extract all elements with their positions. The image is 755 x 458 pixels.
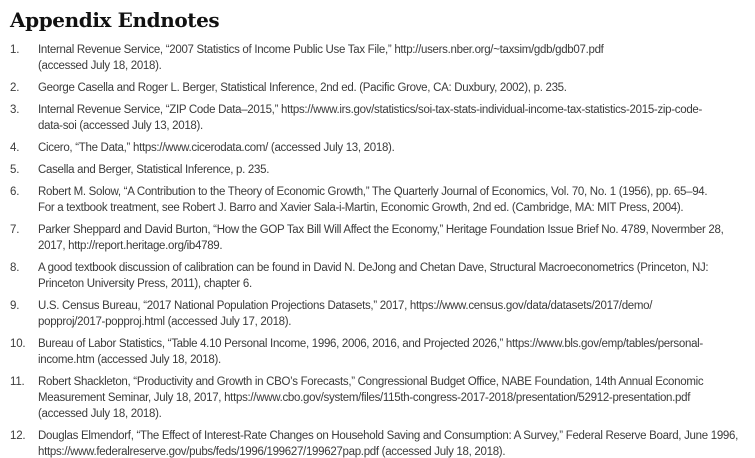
endnote-line: U.S. Census Bureau, “2017 National Population Projections Datasets,” 2017, https://www.census.gov/data/datasets/2017/demo/ bbox=[38, 300, 653, 312]
endnote-line: George Casella and Roger L. Berger, Statistical Inference, 2nd ed. (Pacific Grove, CA: Duxbury, 2002), p. 235. bbox=[38, 82, 567, 94]
endnote-line: Parker Sheppard and David Burton, “How the GOP Tax Bill Will Affect the Economy,” Heritage Foundation Issue Brief No. 4789, Novermber 28, bbox=[38, 224, 724, 236]
endnote-number: 8. bbox=[10, 262, 20, 274]
endnote-item bbox=[10, 184, 747, 216]
endnote-number: 4. bbox=[10, 142, 20, 154]
endnote-number: 3. bbox=[10, 104, 20, 116]
endnote-text bbox=[38, 374, 747, 422]
endnote-line: A good textbook discussion of calibration can be found in David N. DeJong and Chetan Dave, Structural Macroeconometrics (Princeton, NJ: bbox=[38, 262, 709, 274]
endnote-text bbox=[38, 80, 747, 96]
endnote-text bbox=[38, 336, 747, 368]
endnotes-list bbox=[10, 42, 747, 458]
endnote-line: popproj/2017-popproj.html (accessed July 17, 2018). bbox=[38, 316, 292, 328]
endnote-item bbox=[10, 374, 747, 422]
endnote-line: For a textbook treatment, see Robert J. Barro and Xavier Sala-i-Martin, Economic Growth, 2nd ed. (Cambridge, MA: MIT Press, 2004). bbox=[38, 202, 684, 214]
endnote-text bbox=[38, 260, 747, 292]
endnote-number: 2. bbox=[10, 82, 20, 94]
endnote-line: data-soi (accessed July 13, 2018). bbox=[38, 120, 203, 132]
endnote-text bbox=[38, 140, 747, 156]
endnote-line: Douglas Elmendorf, “The Effect of Interest-Rate Changes on Household Saving and Consumption: A Survey,” Federal Reserve Board, June 1996, bbox=[38, 430, 739, 442]
endnote-number: 9. bbox=[10, 300, 20, 312]
endnote-text bbox=[38, 42, 747, 74]
endnote-item bbox=[10, 140, 747, 156]
endnote-text bbox=[38, 102, 747, 134]
endnote-item bbox=[10, 260, 747, 292]
endnote-item bbox=[10, 102, 747, 134]
endnote-line: Measurement Seminar, July 18, 2017, https://www.cbo.gov/system/files/115th-congress-2017-2018/presentation/52912-presentation.pdf bbox=[38, 392, 691, 404]
endnote-item bbox=[10, 336, 747, 368]
endnote-item bbox=[10, 80, 747, 96]
endnote-number: 7. bbox=[10, 224, 20, 236]
endnote-line: Internal Revenue Service, “ZIP Code Data–2015,” https://www.irs.gov/statistics/soi-tax-stats-individual-income-tax-statistics-2015-zip-code- bbox=[38, 104, 703, 116]
endnote-number: 5. bbox=[10, 164, 20, 176]
endnote-line: income.htm (accessed July 18, 2018). bbox=[38, 354, 221, 366]
endnote-item bbox=[10, 162, 747, 178]
endnote-text bbox=[38, 162, 747, 178]
endnote-number: 11. bbox=[10, 376, 25, 388]
endnote-text bbox=[38, 298, 747, 330]
endnote-item bbox=[10, 42, 747, 74]
page-title: Appendix Endnotes bbox=[10, 8, 220, 32]
endnote-line: (accessed July 18, 2018). bbox=[38, 60, 162, 72]
endnote-item bbox=[10, 298, 747, 330]
endnote-text bbox=[38, 428, 747, 458]
endnote-text bbox=[38, 184, 747, 216]
endnote-line: Cicero, “The Data,” https://www.cicerodata.com/ (accessed July 13, 2018). bbox=[38, 142, 395, 154]
endnote-item bbox=[10, 428, 747, 458]
endnote-item bbox=[10, 222, 747, 254]
endnote-number: 1. bbox=[10, 44, 20, 56]
endnote-line: 2017, http://report.heritage.org/ib4789. bbox=[38, 240, 223, 252]
endnote-line: Robert M. Solow, “A Contribution to the Theory of Economic Growth,” The Quarterly Journal of Economics, Vol. 70, No. 1 (1956), pp. 65–94. bbox=[38, 186, 708, 198]
endnote-number: 6. bbox=[10, 186, 20, 198]
endnote-number: 10. bbox=[10, 338, 26, 350]
endnote-line: Casella and Berger, Statistical Inference, p. 235. bbox=[38, 164, 270, 176]
endnote-line: Bureau of Labor Statistics, “Table 4.10 Personal Income, 1996, 2006, 2016, and Projected 2026,” https://www.bls.gov/emp/tables/personal- bbox=[38, 338, 703, 350]
endnote-line: Internal Revenue Service, “2007 Statistics of Income Public Use Tax File,” http://users.nber.org/~taxsim/gdb/gdb07.pdf bbox=[38, 44, 604, 56]
endnote-line: (accessed July 18, 2018). bbox=[38, 408, 162, 420]
endnote-line: Princeton University Press, 2011), chapter 6. bbox=[38, 278, 252, 290]
endnote-text bbox=[38, 222, 747, 254]
endnote-line: https://www.federalreserve.gov/pubs/feds/1996/199627/199627pap.pdf (accessed July 18, 2018). bbox=[38, 446, 506, 458]
endnote-line: Robert Shackleton, “Productivity and Growth in CBO’s Forecasts,” Congressional Budget Office, NABE Foundation, 14th Annual Economic bbox=[38, 376, 704, 388]
endnote-number: 12. bbox=[10, 430, 26, 442]
